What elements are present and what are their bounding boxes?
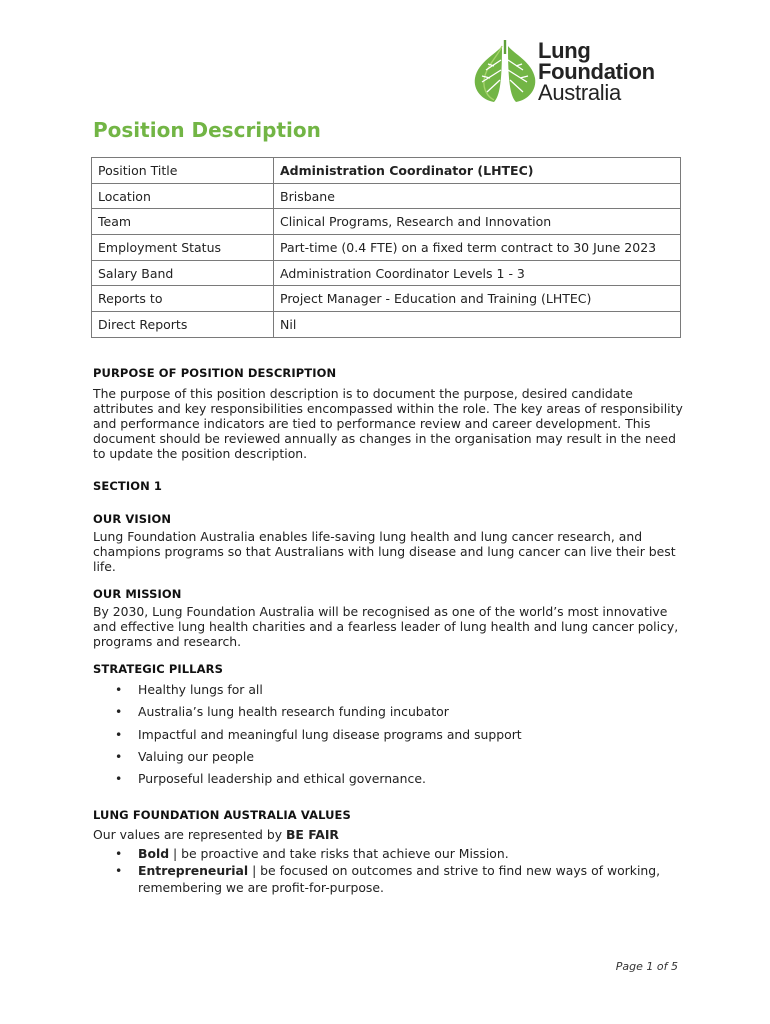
table-value-cell: Brisbane: [274, 183, 681, 209]
table-label-cell: Direct Reports: [92, 312, 274, 338]
table-row: [92, 235, 681, 261]
page-number: Page 1 of 5: [615, 960, 678, 973]
section-heading: SECTION 1: [93, 479, 163, 493]
mission-text: By 2030, Lung Foundation Australia will be recognised as one of the world’s most innovative and effective lung health charities and a fearless leader of lung health and lung cancer policy, programs and research.: [93, 604, 679, 649]
table-label-cell: Employment Status: [92, 235, 274, 261]
mission-heading: OUR MISSION: [93, 587, 182, 601]
logo-line-1: Lung: [538, 38, 591, 63]
value-text: | be focused on outcomes and strive to find new ways of working, remembering we are profit-for-purpose.: [138, 863, 661, 896]
logo-line-3: Australia: [538, 80, 621, 105]
lungs-icon: [472, 40, 538, 106]
values-intro-bold: BE FAIR: [285, 827, 339, 843]
table-value-cell: Clinical Programs, Research and Innovation: [274, 209, 681, 235]
table-value-cell: Part-time (0.4 FTE) on a fixed term contract to 30 June 2023: [274, 235, 681, 261]
list-item: • Purposeful leadership and ethical governance.: [115, 768, 683, 790]
list-item: • Australia’s lung health research funding incubator: [115, 701, 683, 723]
vision-heading: OUR VISION: [93, 512, 172, 526]
purpose-heading: PURPOSE OF POSITION DESCRIPTION: [93, 366, 337, 380]
table-label-cell: Team: [92, 209, 274, 235]
value-text: | be proactive and take risks that achieve our Mission.: [169, 846, 509, 862]
table-label-cell: Salary Band: [92, 260, 274, 286]
logo-line-2: Foundation: [538, 59, 655, 84]
table-value-cell: Project Manager - Education and Training (LHTEC): [274, 286, 681, 312]
table-value-cell: Nil: [274, 312, 681, 338]
lung-foundation-logo: [472, 40, 682, 106]
pillars-list: [115, 679, 683, 790]
table-row: [92, 183, 681, 209]
values-heading: LUNG FOUNDATION AUSTRALIA VALUES: [93, 808, 351, 823]
page-title: Position Description: [93, 118, 321, 142]
vision-text: Lung Foundation Australia enables life-saving lung health and lung cancer research, and champions programs so that Australians with lung disease and lung cancer can live their best life.: [93, 529, 676, 574]
table-row: [92, 260, 681, 286]
document-body: [93, 366, 683, 896]
values-list: [115, 845, 683, 896]
table-value-cell: Administration Coordinator Levels 1 - 3: [274, 260, 681, 286]
table-row: [92, 158, 681, 184]
values-intro: [93, 827, 683, 842]
values-intro-text: Our values are represented by: [93, 827, 286, 843]
table-row: [92, 312, 681, 338]
value-term: Entrepreneurial: [138, 863, 249, 879]
table-row: [92, 209, 681, 235]
list-item: • Valuing our people: [115, 746, 683, 768]
list-item: • Healthy lungs for all: [115, 679, 683, 701]
list-item: [115, 862, 683, 896]
list-item: [115, 845, 683, 862]
table-label-cell: Reports to: [92, 286, 274, 312]
position-info-table: [91, 157, 681, 338]
table-label-cell: Position Title: [92, 158, 274, 184]
table-value-cell: Administration Coordinator (LHTEC): [274, 158, 681, 184]
list-item: • Impactful and meaningful lung disease programs and support: [115, 724, 683, 746]
purpose-text: The purpose of this position description is to document the purpose, desired candidate attributes and key responsibilities encompassed within the role. The key areas of responsibility and performance indicators are tied to performance review and career development. This document should be reviewed annually as changes in the organisation may result in the need to update the position description.: [93, 386, 683, 461]
table-label-cell: Location: [92, 183, 274, 209]
value-term: Bold: [138, 846, 170, 862]
logo-wordmark: [538, 40, 655, 103]
pillars-heading: STRATEGIC PILLARS: [93, 662, 223, 676]
table-row: [92, 286, 681, 312]
